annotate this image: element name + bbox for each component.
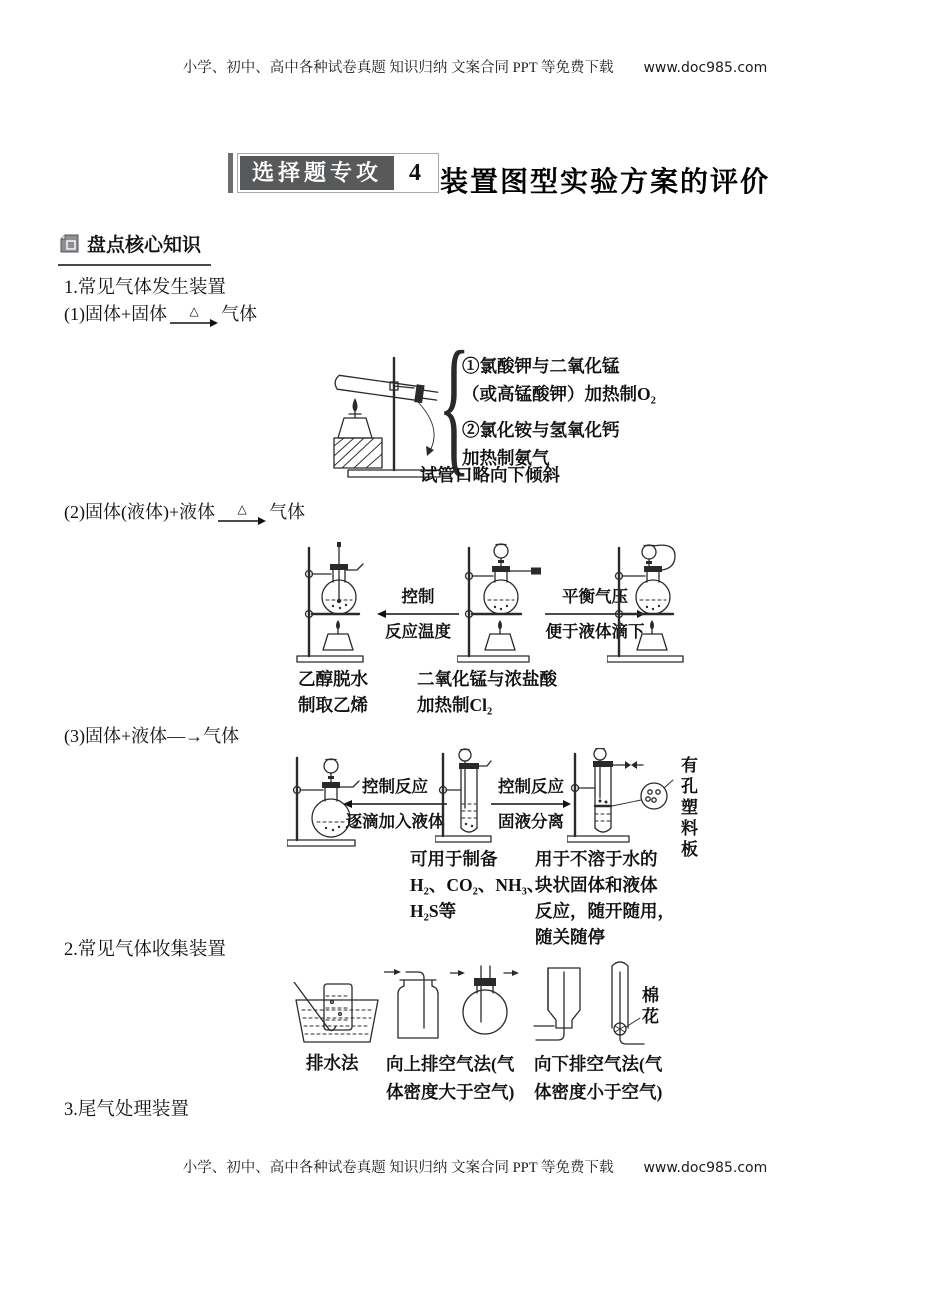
reaction-arrow	[218, 503, 266, 526]
reaction-arrow	[170, 305, 218, 328]
caption-line: 随关随停	[535, 927, 605, 947]
formula1-lhs: (1)固体+固体	[64, 304, 168, 324]
flow-label-bottom: 逐滴加入液体	[345, 812, 445, 831]
caption-upward-method	[386, 1050, 514, 1106]
section-banner	[228, 152, 439, 194]
footer-text: 小学、初中、高中各种试卷真题 知识归纳 文案合同 PPT 等免费下载	[182, 1160, 614, 1176]
heat-condition-symbol: △	[237, 502, 247, 516]
flow-label-bottom: 便于液体滴下	[545, 622, 645, 641]
mno2-hcl-apparatus	[457, 542, 557, 664]
flow-label-bottom: 反应温度	[385, 622, 451, 641]
caption-line: 可用于制备	[410, 849, 498, 869]
upward-air-flask	[450, 964, 520, 1044]
diagram-collection	[292, 960, 692, 1102]
knowledge-heading-label: 盘点核心知识	[87, 235, 202, 256]
ethanol-dehydration-apparatus	[295, 542, 377, 664]
caption-line: 体密度小于空气)	[534, 1082, 663, 1102]
page-header	[0, 56, 950, 77]
formula-solid-liquid-heat	[64, 498, 305, 524]
footer-site-url: www.doc985.com	[643, 1160, 768, 1176]
arrow-right-icon	[491, 799, 571, 809]
banner-frame	[237, 153, 439, 193]
flow-label-separation	[489, 776, 573, 832]
heading-tail-gas: 3.尾气处理装置	[64, 1100, 189, 1120]
diagram-solid-solid	[322, 320, 742, 490]
balanced-pressure-apparatus	[607, 542, 697, 664]
caption-line: H₂S等	[410, 901, 457, 921]
upward-air-bottle	[384, 964, 442, 1044]
kipp-style-tube-apparatus	[435, 748, 495, 844]
flow-label-top: 控制	[401, 587, 435, 606]
formula3-line: (3)固体+液体—→气体	[64, 726, 240, 746]
stopcock-tube-apparatus	[567, 748, 685, 844]
formula2-lhs: (2)固体(液体)+液体	[64, 502, 216, 522]
caption-line: 二氧化锰与浓盐酸	[417, 669, 557, 689]
knowledge-heading	[58, 230, 211, 266]
arrow-left-icon	[343, 799, 447, 809]
caption-line: 制取乙烯	[298, 695, 368, 715]
arrow-left-icon	[377, 609, 459, 619]
flow-label-bottom: 固液分离	[498, 812, 564, 831]
annotation-line: 加热制氨气	[462, 448, 550, 468]
header-site-url: www.doc985.com	[643, 60, 768, 76]
annotation-line: （或高锰酸钾）加热制O₂	[462, 384, 656, 404]
arrow-right-icon	[170, 318, 218, 328]
notebook-icon	[60, 234, 79, 253]
caption-ethylene	[298, 666, 368, 718]
formula2-rhs: 气体	[269, 502, 306, 522]
caption-line: H₂、CO₂、NH₃、	[410, 875, 545, 895]
arrow-right-icon	[218, 516, 266, 526]
tube-tilt-note: 试管口略向下倾斜	[420, 465, 560, 485]
caption-preparable-gases	[410, 846, 544, 924]
caption-line: 反应，随开随用，	[535, 901, 675, 921]
caption-line: 向下排空气法(气	[534, 1054, 663, 1074]
diagram-heated-flasks	[295, 542, 695, 714]
flow-label-top: 平衡气压	[562, 587, 628, 606]
page-footer	[0, 1156, 950, 1177]
caption-water-method: 排水法	[306, 1053, 359, 1073]
heat-condition-symbol: △	[189, 304, 199, 318]
header-text: 小学、初中、高中各种试卷真题 知识归纳 文案合同 PPT 等免费下载	[182, 60, 614, 76]
caption-chlorine	[417, 666, 557, 718]
heading-collection: 2.常见气体收集装置	[64, 940, 226, 960]
caption-line: 加热制Cl₂	[417, 695, 493, 715]
caption-block-solid-use	[535, 846, 675, 950]
formula-solid-liquid	[64, 722, 239, 748]
water-displacement-apparatus	[292, 982, 382, 1046]
flow-label-temperature	[375, 586, 461, 642]
porous-plate-label: 有孔塑料板	[678, 756, 697, 861]
brace: {	[438, 320, 471, 490]
caption-downward-method	[534, 1050, 662, 1106]
caption-line: 向上排空气法(气	[386, 1054, 515, 1074]
flow-label-dropwise	[341, 776, 449, 832]
flow-label-top: 控制反应	[498, 777, 564, 796]
diagram-unheated	[285, 748, 705, 947]
brace-annotations	[462, 352, 656, 472]
annotation-line: ②氯化铵与氢氧化钙	[462, 420, 620, 440]
flow-label-top: 控制反应	[362, 777, 428, 796]
formula1-rhs: 气体	[221, 304, 258, 324]
caption-line: 体密度大于空气)	[386, 1082, 515, 1102]
caption-line: 用于不溶于水的	[535, 849, 658, 869]
caption-line: 乙醇脱水	[298, 669, 368, 689]
page-title: 装置图型实验方案的评价	[440, 166, 771, 197]
cotton-label: 棉花	[639, 986, 658, 1028]
banner-number: 4	[394, 156, 436, 190]
banner-tag-label: 选择题专攻	[240, 156, 394, 190]
heading-generators: 1.常见气体发生装置	[64, 278, 226, 298]
downward-air-bottle	[532, 964, 594, 1046]
annotation-line: ①氯酸钾与二氧化锰	[462, 356, 620, 376]
caption-line: 块状固体和液体	[535, 875, 658, 895]
banner-accent-bar	[228, 153, 233, 193]
formula-solid-solid	[64, 300, 257, 326]
